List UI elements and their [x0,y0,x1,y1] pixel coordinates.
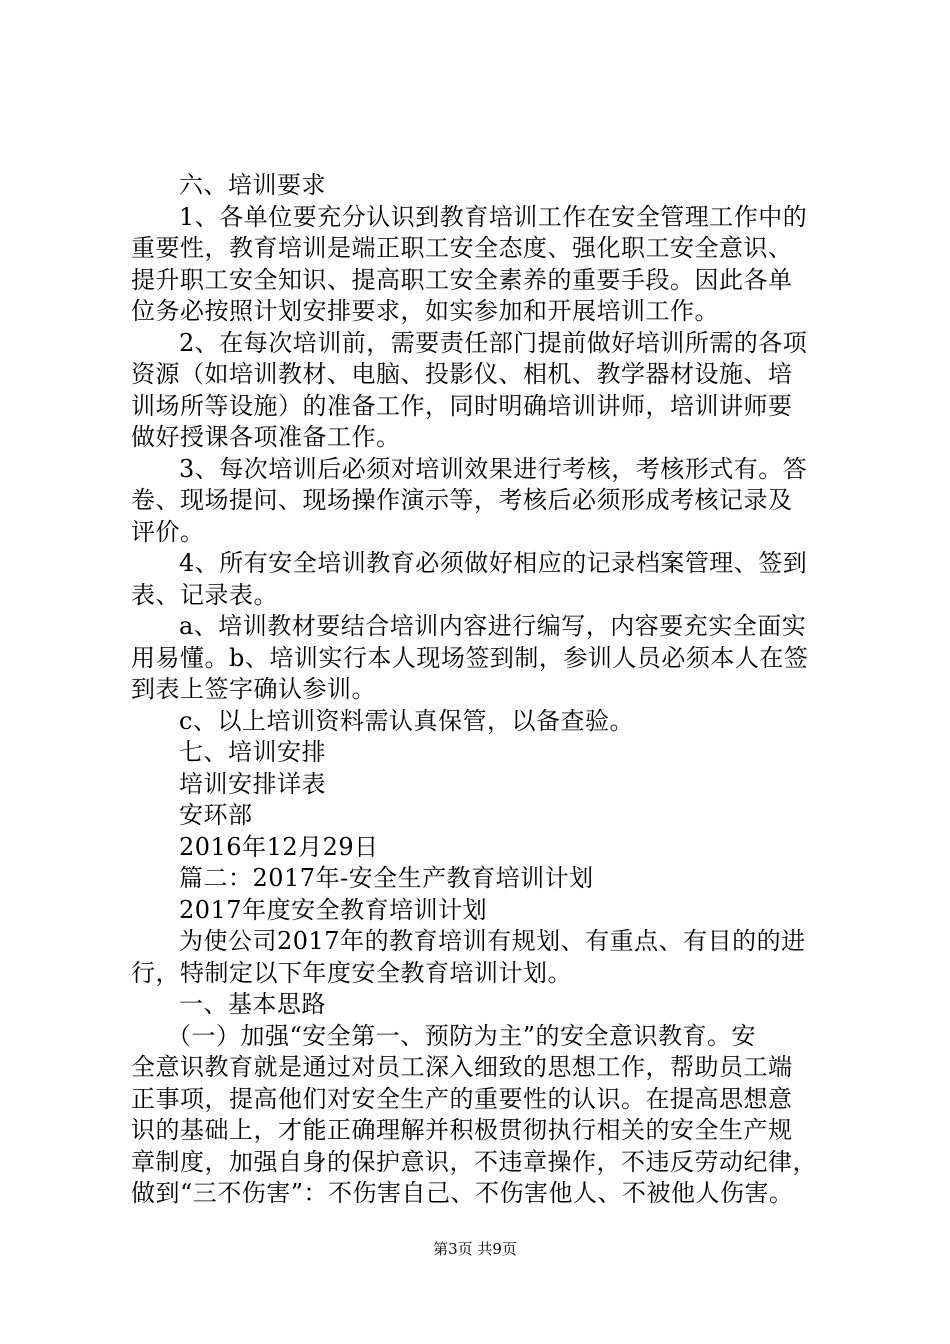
department-signature: 安环部 [179,801,253,829]
paragraph-line: c、以上培训资料需认真保管，以备查验。 [179,706,634,735]
paragraph-line: 卷、现场提问、现场操作演示等，考核后必须形成考核记录及 [131,486,793,514]
document-date: 2016年12月29日 [179,832,379,861]
paragraph-line: 到表上签字确认参训。 [131,675,376,703]
paragraph-line: 训场所等设施）的准备工作，同时明确培训讲师，培训讲师要 [131,391,793,420]
paragraph-line: 1、各单位要充分认识到教育培训工作在安全管理工作中的 [179,202,808,231]
paragraph-line: 3、每次培训后必须对培训效果进行考核，考核形式有。答 [179,454,808,483]
paragraph-line: a、培训教材要结合培训内容进行编写，内容要充实全面实 [179,612,807,640]
paragraph-line: 章制度，加强自身的保护意识，不违章操作，不违反劳动纪律， [131,1147,817,1176]
section-heading-arrangement: 七、培训安排 [179,738,326,766]
paragraph-line: 重要性，教育培训是端正职工安全态度、强化职工安全意识、 [131,234,793,262]
section-heading-requirements: 六、培训要求 [179,171,326,199]
paragraph-line: 全意识教育就是通过对员工深入细致的思想工作，帮助员工端 [131,1053,793,1081]
paragraph-line: 4、所有安全培训教育必须做好相应的记录档案管理、签到 [179,549,808,577]
paragraph-line: （一）加强“安全第一、预防为主”的安全意识教育。安 [167,1021,757,1050]
paragraph-line: 评价。 [131,517,205,546]
paragraph-line: 表、记录表。 [131,580,278,609]
paragraph-line: 资源（如培训教材、电脑、投影仪、相机、教学器材设施、培 [131,360,793,388]
paragraph-line: 用易懂。b、培训实行本人现场签到制，参训人员必须本人在签 [131,643,809,672]
paragraph-line: 做到“三不伤害”：不伤害自己、不伤害他人、不被他人伤害。 [131,1179,794,1207]
paragraph-line: 2、在每次培训前，需要责任部门提前做好培训所需的各项 [179,328,808,357]
paragraph-line: 位务必按照计划安排要求，如实参加和开展培训工作。 [131,297,719,325]
plan-title: 2017年度安全教育培训计划 [179,895,488,924]
paragraph-line: 正事项，提高他们对安全生产的重要性的认识。在提高思想意 [131,1084,793,1113]
section-heading-basic-ideas: 一、基本思路 [179,990,326,1018]
paragraph-line: 提升职工安全知识、提高职工安全素养的重要手段。因此各单 [131,265,793,294]
paragraph-line: 为使公司2017年的教育培训有规划、有重点、有目的的进 [179,927,806,955]
page-number-footer: 第3页 共9页 [433,1240,517,1258]
paragraph-line: 行，特制定以下年度安全教育培训计划。 [131,958,572,987]
document-body [131,170,831,1210]
arrangement-table-title: 培训安排详表 [179,769,326,798]
chapter-heading: 篇二：2017年-安全生产教育培训计划 [179,864,594,892]
paragraph-line: 识的基础上，才能正确理解并积极贯彻执行相关的安全生产规 [131,1116,793,1144]
paragraph-line: 做好授课各项准备工作。 [131,423,401,451]
